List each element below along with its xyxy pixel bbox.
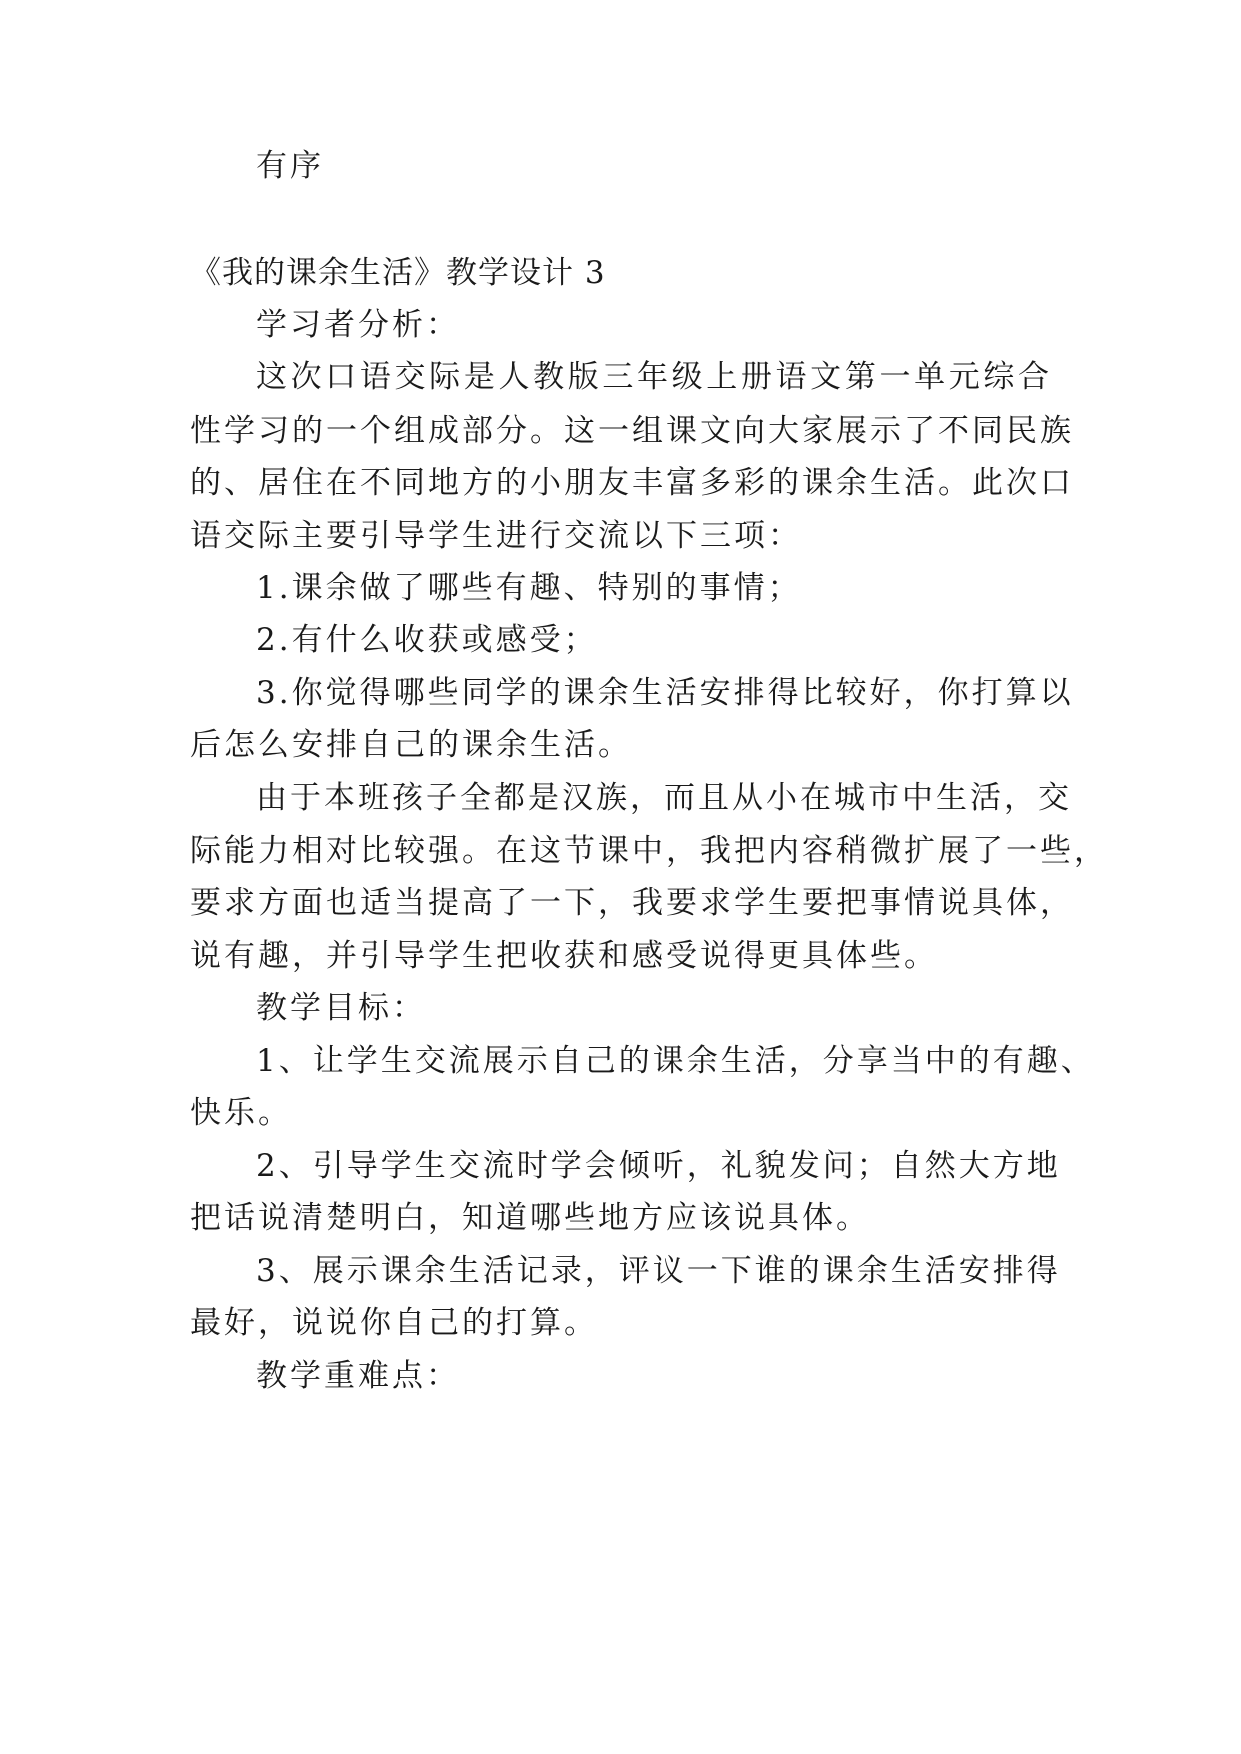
paragraph-line: 由于本班孩子全都是汉族，而且从小在城市中生活，交 [256,780,1072,816]
difficulties-heading: 教学重难点： [256,1358,460,1394]
goal-line: 快乐。 [190,1095,292,1131]
goal-line: 2、引导学生交流时学会倾听，礼貌发问；自然大方地 [256,1148,1061,1184]
paragraph-line: 语交际主要引导学生进行交流以下三项： [190,518,802,554]
paragraph-line: 要求方面也适当提高了一下，我要求学生要把事情说具体， [190,885,1074,921]
goal-line: 最好，说说你自己的打算。 [190,1305,598,1341]
paragraph-line: 性学习的一个组成部分。这一组课文向大家展示了不同民族 [190,413,1074,449]
document-page [190,0,1108,1754]
paragraph-line: 的、居住在不同地方的小朋友丰富多彩的课余生活。此次口 [190,465,1074,501]
list-item: 2.有什么收获或感受； [256,622,598,658]
learner-analysis-heading: 学习者分析： [256,307,460,343]
paragraph-line: 这次口语交际是人教版三年级上册语文第一单元综合 [256,359,1052,395]
goal-line: 3、展示课余生活记录，评议一下谁的课余生活安排得 [256,1253,1061,1289]
top-fragment: 有序 [256,148,324,184]
list-item: 3.你觉得哪些同学的课余生活安排得比较好，你打算以 [256,675,1074,711]
goals-heading: 教学目标： [256,990,426,1026]
goal-line: 把话说清楚明白，知道哪些地方应该说具体。 [190,1200,870,1236]
goal-line: 1、让学生交流展示自己的课余生活，分享当中的有趣、 [256,1043,1095,1079]
paragraph-line: 际能力相对比较强。在这节课中，我把内容稍微扩展了一些， [190,833,1108,869]
paragraph-line: 说有趣，并引导学生把收获和感受说得更具体些。 [190,938,938,974]
list-item: 1.课余做了哪些有趣、特别的事情； [256,570,802,606]
document-title: 《我的课余生活》教学设计 3 [190,255,606,291]
list-item-continued: 后怎么安排自己的课余生活。 [190,727,632,763]
